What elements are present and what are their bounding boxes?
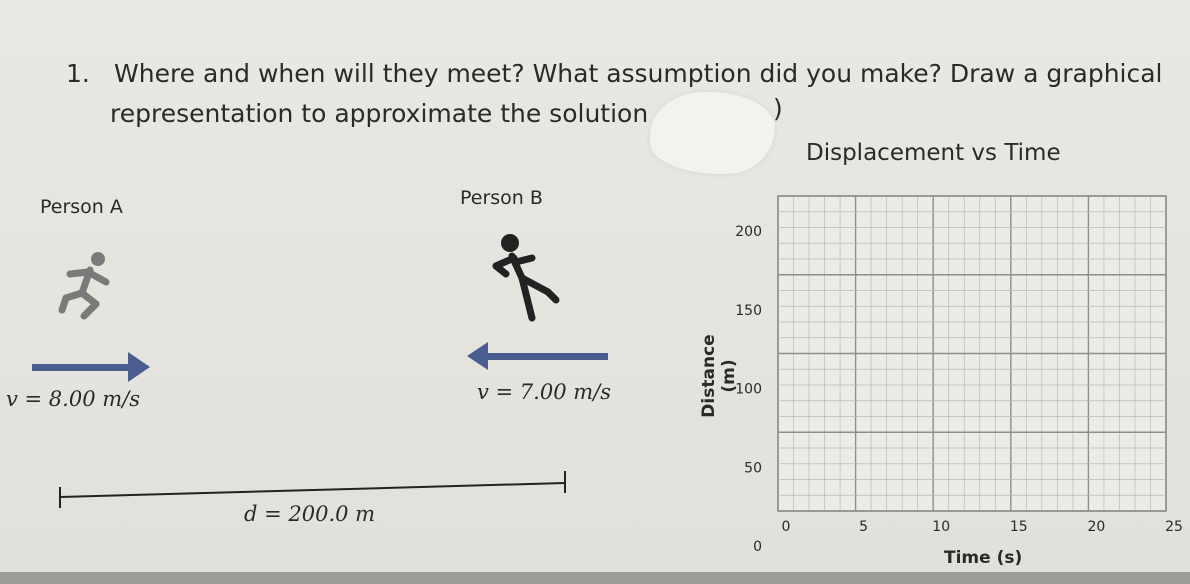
question-line-2: representation to approximate the solution xyxy=(110,99,649,128)
y-tick-label: 0 xyxy=(753,539,762,555)
x-axis-label: Time (s) xyxy=(944,548,1023,568)
person-a-velocity: v = 8.00 m/s xyxy=(6,387,141,411)
distance-label: d = 200.0 m xyxy=(244,502,376,526)
person-a-label: Person A xyxy=(40,196,123,218)
x-tick-label: 0 xyxy=(781,519,791,535)
y-tick-label: 150 xyxy=(735,302,762,319)
x-tick-label: 25 xyxy=(1165,519,1183,535)
x-tick-label: 5 xyxy=(859,519,869,535)
chart-title: Displacement vs Time xyxy=(806,140,1061,166)
x-tick-label: 20 xyxy=(1087,519,1106,535)
question-line-1: Where and when will they meet? What assumption did you make? Draw a graphical xyxy=(114,59,1163,88)
person-b-velocity: v = 7.00 m/s xyxy=(477,380,612,404)
y-tick-label: 50 xyxy=(744,460,762,477)
x-tick-label: 10 xyxy=(932,519,951,535)
y-axis-label: Distance (m) xyxy=(699,334,739,418)
person-b-label: Person B xyxy=(460,187,543,209)
x-tick-label: 15 xyxy=(1009,519,1028,535)
closing-paren: ) xyxy=(773,94,783,123)
y-tick-label: 200 xyxy=(735,224,762,240)
y-tick-label: 100 xyxy=(735,381,762,398)
question-number: 1. xyxy=(66,59,90,88)
